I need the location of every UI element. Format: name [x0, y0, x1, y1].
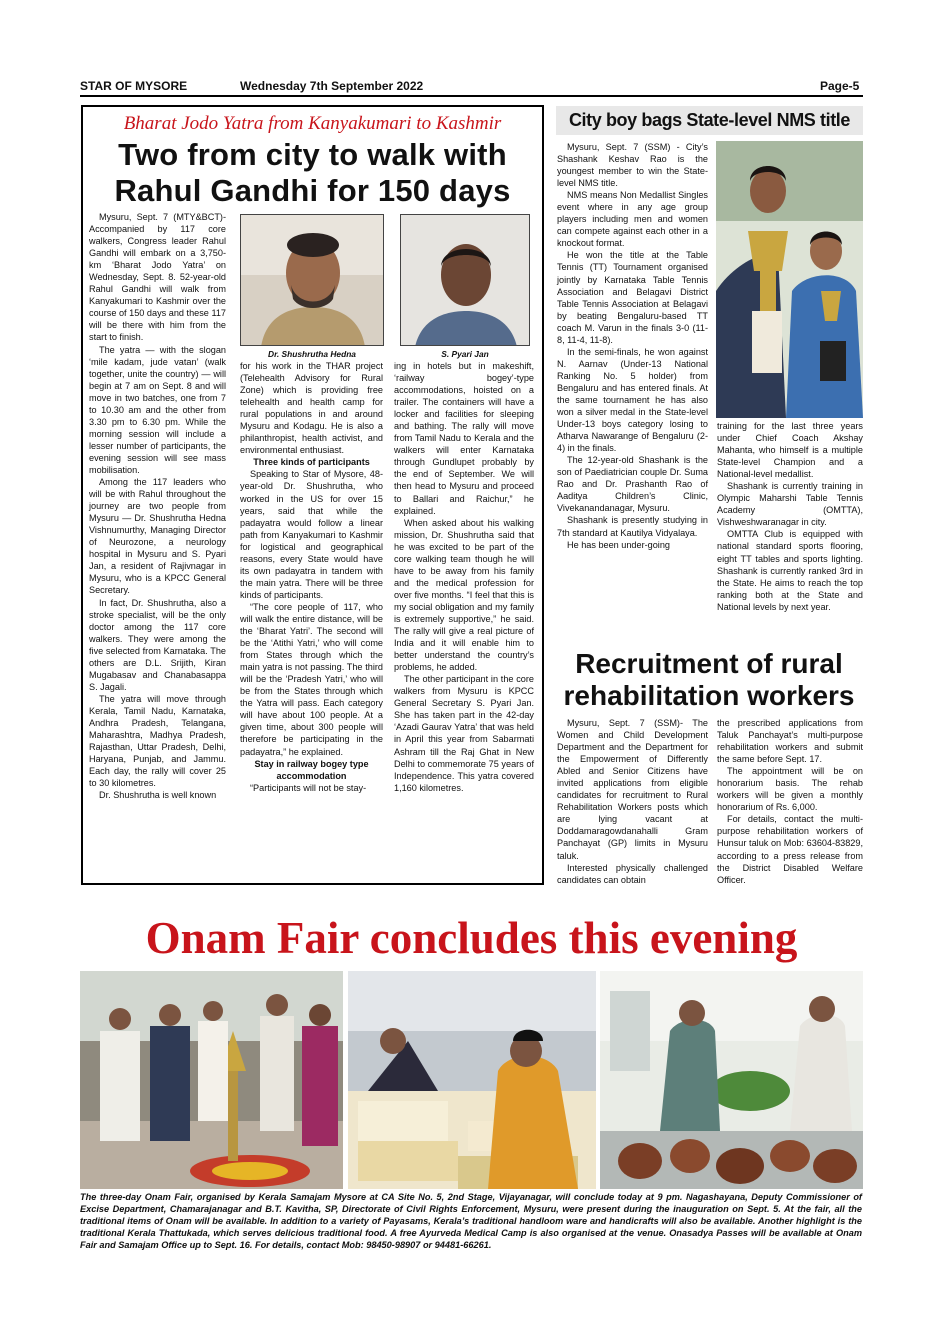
- story3-col2: [717, 717, 863, 886]
- kicker-b: from Kanyakumari to Kashmir: [263, 113, 502, 134]
- paragraph: Shashank is presently studying in 7th standard at Kautilya Vidyalaya.: [557, 515, 708, 538]
- story2-col1: [557, 141, 708, 551]
- recruitment-headline-1: Recruitment of rural: [575, 648, 843, 679]
- paragraph: Interested physically challenged candidates can obtain: [557, 862, 708, 885]
- onam-photo-lamp-lighting: [80, 971, 343, 1189]
- story2-col2: [717, 420, 863, 613]
- onam-photo-pottery: [600, 971, 863, 1189]
- issue-date: Wednesday 7th September 2022: [240, 79, 424, 93]
- paragraph: The other participant in the core walkers from Mysuru is KPCC General Secretary S. Pyari Jan. She has taken part in the 42-day ‘Azadi Gaurav Yatra’ that was held in April this year from Sabarmati Ashram till the Raj Ghat in New Delhi to commemorate 75 years of Independence. This yatra covered 1,160 kilometres.: [394, 674, 534, 793]
- paragraph: When asked about his walking mission, Dr. Shushrutha said that he was excited to be part of the core walking team though he will have to be away from his family and the medical profession for over five months. “I feel that this is my social obligation and my family is extremely supportive,” he said. The rally will give a real picture of India and it will enable him to better understand the country’s problems, he added.: [394, 517, 534, 673]
- paragraph: For details, contact the multi-purpose rehabilitation workers of Hunsur taluk on Mob: 63604-83829, according to a press release from the District Disabled Welfare Officer.: [717, 814, 863, 885]
- paragraph: Shashank is currently training in Olympic Maharshi Table Tennis Academy (OMTTA), Vishweshwaranagar in city.: [717, 481, 863, 528]
- nms-headline: City boy bags State-level NMS title: [568, 110, 851, 130]
- photo-shashank-trophy: [716, 141, 863, 418]
- paragraph: In the semi-finals, he won against N. Aarnav (Under-13 National Ranking No. 5 holder) from Bengaluru and has entered finals. At the same tournament he has also won a silver medal in the State-level Under-13 boys category losing to Atharva Nawarange of Bengaluru (2-4) in the finals.: [557, 346, 708, 454]
- paragraph: In fact, Dr. Shushrutha, also a stroke specialist, will be the only doctor among the 117 core walkers. They were among the five selected from Karnataka. The others are D.L. Srijith, Kiran Mugabasav and Chanabasappa S. Jagali.: [89, 597, 226, 692]
- story1-headline-1: Two from city to walk with: [118, 137, 507, 172]
- onam-photo-handloom: [348, 971, 596, 1189]
- subheading: Stay in railway bogey type accommodation: [254, 758, 369, 781]
- photo-pyari-jan: [400, 214, 530, 346]
- photo-caption-2: S. Pyari Jan: [441, 349, 489, 359]
- story3-col1: [557, 717, 708, 886]
- paragraph: the prescribed applications from Taluk Panchayat’s multi-purpose rehabilitation workers and submit the same before Sept. 17.: [717, 718, 863, 765]
- page-number: Page-5: [820, 79, 860, 93]
- photo-caption-1: Dr. Shushrutha Hedna: [268, 349, 356, 359]
- kicker-a: Bharat Jodo Yatra: [123, 113, 264, 134]
- header-rule: [80, 95, 863, 97]
- paragraph: Mysuru, Sept. 7 (SSM)- The Women and Child Development Department and the Department for the Empowerment of Differently Abled and Senior Citizens have invited applications from eligible candidates for recruitment to Rural Rehabilitation Workers posts which are lying vacant at Doddamaragowdanahalli Gram Panchayat (GP) limits in Mysuru taluk.: [557, 718, 708, 861]
- paragraph: “Participants will not be stay-: [250, 782, 367, 793]
- recruitment-headline-2: rehabilitation workers: [563, 680, 855, 711]
- nms-headline-bar: [556, 106, 863, 135]
- paragraph: The 12-year-old Shashank is the son of Paediatrician couple Dr. Suma Rao and Dr. Prashanth Rao of Aaditya Children’s Clinic, Vivekanandanagar, Mysuru.: [557, 455, 708, 514]
- paragraph: Mysuru, Sept. 7 (MTY&BCT)- Accompanied by 117 core walkers, Congress leader Rahul Gandhi will embark on a 3,750-km ‘Bharat Jodo Yatra’ on Wednesday, Sept. 8. 52-year-old Rahul Gandhi will walk from Kanyakumari to Kashmir over the course of 150 days and these 117 will be there with him from the start to finish.: [89, 212, 226, 343]
- story1-col3: [394, 360, 534, 794]
- paragraph: Mysuru, Sept. 7 (SSM) - City’s Shashank Keshav Rao is the youngest member to win the State-level NMS title.: [557, 142, 708, 189]
- paragraph: The yatra — with the slogan ‘mile kadam, jude vatan’ (walk together, unite the country) — will begin at 7 am on Sept. 8 and will move in two batches, one from 7 to 10.30 am and the other from 3.30 pm to 6.30 pm. While the morning session will include a lesser number of participants, the evening session will see mass mobilisation.: [89, 344, 226, 475]
- paragraph: NMS means Non Medallist Singles event where in any age group players including men and women can compete against each other in a knockout format.: [557, 190, 708, 249]
- story1-col2: [240, 360, 383, 794]
- paper-name: STAR OF MYSORE: [80, 79, 188, 93]
- paragraph: Among the 117 leaders who will be with Rahul throughout the journey are two people from Mysuru — Dr. Shushrutha Hedna Vishnumurthy, Managing Director of Neurozone, a neurology hospital in Mysuru and S. Pyari Jan, a resident of Rajivnagar in Mysuru, who is a KPCC General Secretary.: [89, 477, 226, 596]
- paragraph: Speaking to Star of Mysore, 48-year-old Dr. Shushrutha, who worked in the US for over 15 years, said that while the padayatra would follow a linear path from Kanyakumari to Kashmir for logistical and geographical reasons, every State would have its own padayatra in tandem with the main yatra. There will be three kinds of participants.: [240, 469, 383, 600]
- paragraph: The yatra will move through Kerala, Tamil Nadu, Karnataka, Andhra Pradesh, Telangana, Maharashtra, Madhya Pradesh, Rajasthan, Uttar Pradesh, Delhi, Haryana, Punjab, and Jammu. Each day, the rally will cover 25 to 30 kilometres.: [89, 693, 226, 789]
- story1-col1: [89, 211, 226, 801]
- story1-headline-2: Rahul Gandhi for 150 days: [114, 173, 511, 208]
- story1-kicker: [84, 113, 541, 135]
- paragraph: Dr. Shushrutha is well known: [99, 790, 217, 801]
- photo-shushrutha: [240, 214, 384, 346]
- paragraph: for his work in the THAR project (Telehealth Advisory for Rural Zone) which is providing free telehealth and health camp for rural populations in and around Mysuru and Kodagu. He is also a philanthropist, health activist, and environmental enthusiast.: [240, 361, 383, 456]
- subheading: Three kinds of participants: [253, 457, 370, 468]
- paragraph: The appointment will be on honorarium basis. The rehab workers will be given a monthly honorarium of Rs. 6,000.: [717, 766, 863, 813]
- paragraph: OMTTA Club is equipped with national standard sports flooring, eight TT tables and sports lighting. Shashank is currently ranked 3rd in the State. He aims to reach the top ranking both at the State and National levels by next year.: [717, 529, 863, 612]
- paragraph: “The core people of 117, who will walk the entire distance, will be the ‘Bharat Yatri’. The second will be the ‘Atithi Yatri,’ who will come from States through which the main yatra is not passing. The third will be the ‘Pradesh Yatri,’ who will be from the States through which the Yatra will pass. Each category will have about 100 people. At a given time, about 300 people will therefore be participating in the padayatra,” he explained.: [240, 601, 383, 757]
- paragraph: He won the title at the Table Tennis (TT) Tournament organised jointly by Karnataka Table Tennis Association and Belagavi District Table Tennis Association at Belagavi by beating Bengaluru-based TT coach M. Varun in the finals 3-0 (11-8, 11-4, 11-8).: [557, 250, 708, 345]
- paragraph: ing in hotels but in makeshift, ‘railway bogey’-type accommodations, hoisted on a trailer. The containers will have a locker and facilities for sleeping and bathing. The rally will move from Tamil Nadu to Kerala and the walkers will enter Karnataka through Gundlupet probably by the end of September. We will then head to Mysuru and proceed to Ballari and Raichur,” he explained.: [394, 361, 534, 516]
- paragraph: training for the last three years under Chief Coach Akshay Mahanta, who himself is a multiple State-level Champion and a National-level medallist.: [717, 421, 863, 480]
- onam-headline: Onam Fair concludes this evening: [145, 913, 798, 963]
- paragraph: He has been under-going: [567, 539, 670, 550]
- onam-caption: The three-day Onam Fair, organised by Kerala Samajam Mysore at CA Site No. 5, 2nd Stage, Vijayanagar, will conclude today at 9 pm. Nagashayana, Deputy Commissioner of Excise Department, Chamarajanagar and B.T. Kavitha, SP, Directorate of Civil Rights Enforcement, Mysuru, were present during the inauguration on Sept. 5. At the fair, all the traditional items of Onam will be available. In addition to a variety of Payasams, Kerala’s traditional handloom ware and handicrafts will also be available. Another highlight is the traditional Kerala Thattukada, which serves delicious traditional food. A free Ayurveda Medical Camp is also organised at the venue. Onasadya Passes will be available at Onam Fair and Samajam Office up to Sept. 16. For details, contact Mob: 98450-98907 or 94481-66261.: [80, 1192, 862, 1251]
